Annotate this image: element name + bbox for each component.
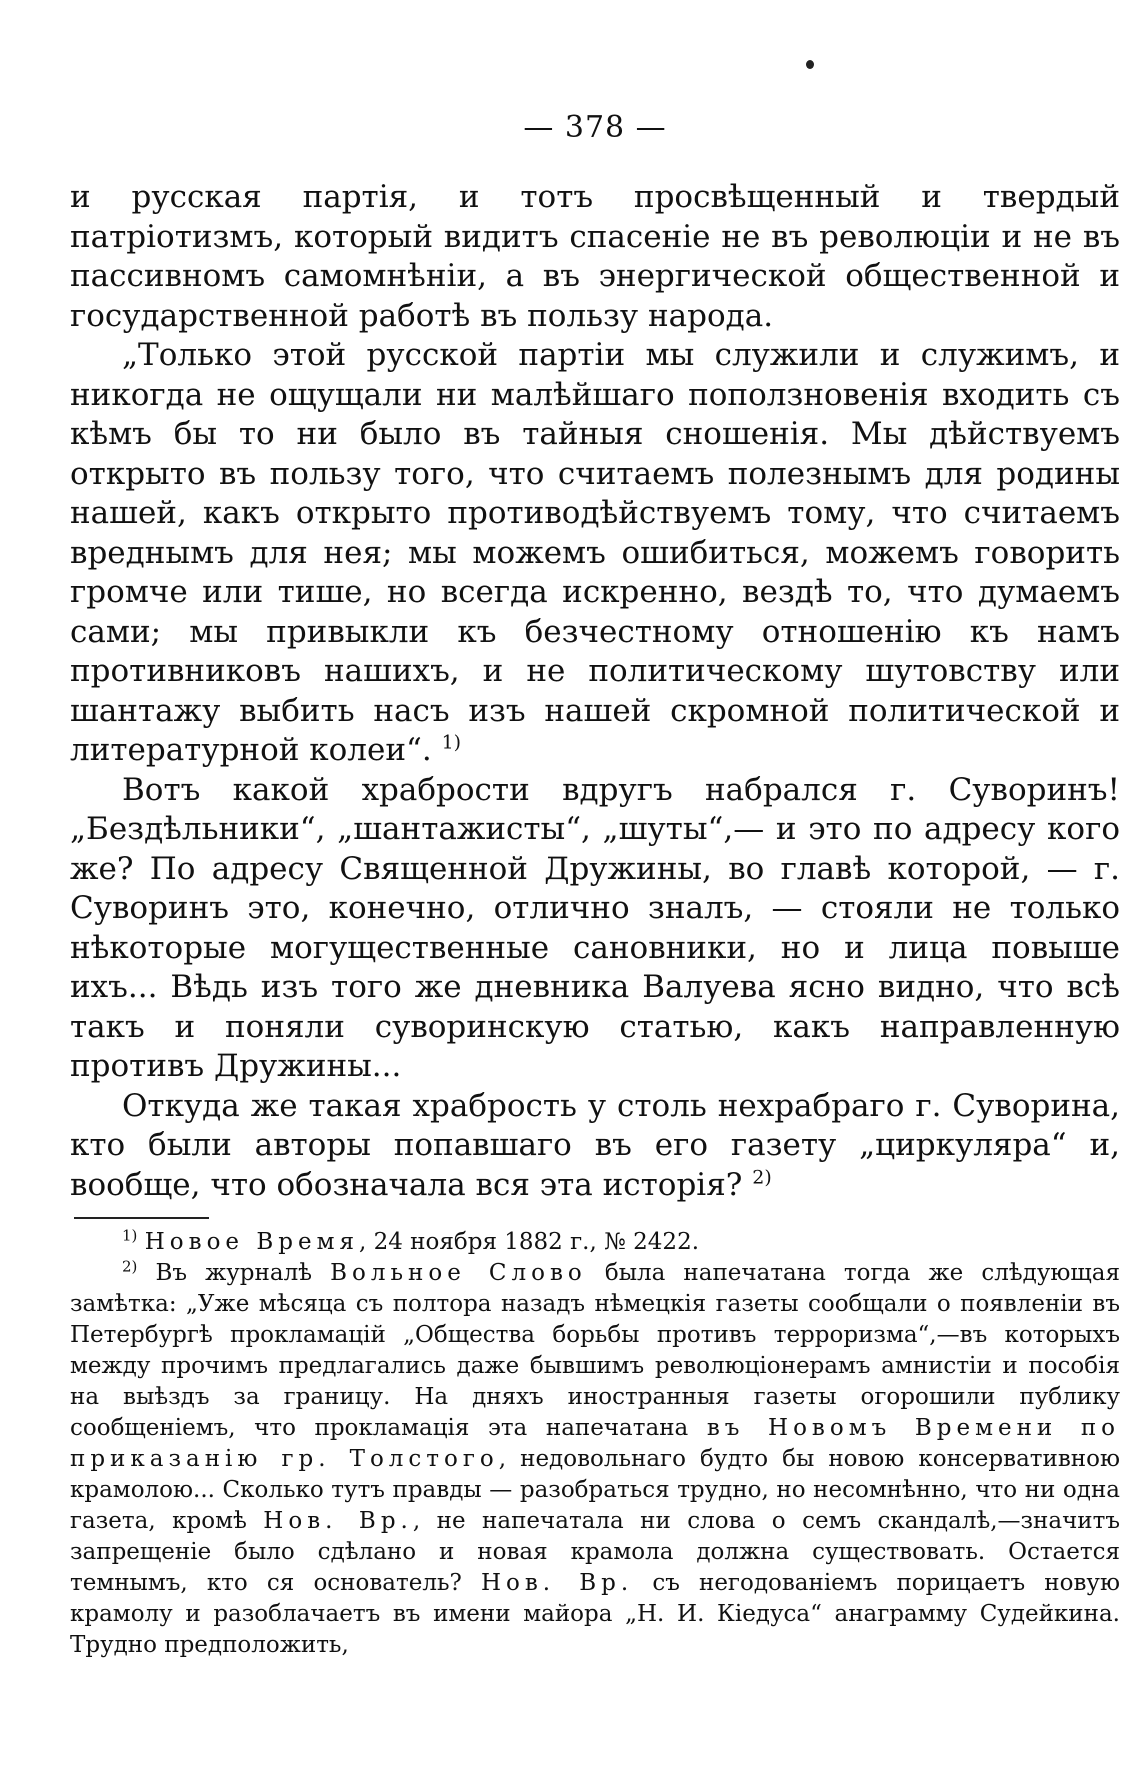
footnote-2-part-9: съ негодованіемъ порицаетъ новую крамолу и разоблачаетъ въ имени майора „Н. И. Кіедуса“ анаграмму Судейкина. Трудно предположить,: [70, 1570, 1120, 1658]
footnote-1-text: , 24 ноября 1882 г., № 2422.: [358, 1229, 700, 1255]
footnote-2-part-5: , недовольнаго будто бы новою консервативною крамолою... Сколько тутъ правды — разобраться трудно, но несомнѣнно, что ни одна газета, кромѣ: [70, 1446, 1121, 1534]
paragraph-2-text: „Только этой русской партіи мы служили и служимъ, и никогда не ощущали ни малѣйшаго поползновенія входить съ кѣмъ бы то ни было въ тайныя сношенія. Мы дѣйствуемъ открыто въ пользу того, что считаемъ полезнымъ для родины нашей, какъ открыто противодѣйствуемъ тому, что считаемъ вреднымъ для нея; мы можемъ ошибиться, можемъ говорить громче или тише, но всегда искренно, вездѣ то, что думаемъ сами; мы привыкли къ безчестному отношенію къ намъ противниковъ нашихъ, и не политическому шутовству или шантажу выбить насъ изъ нашей скромной политической и литературной колеи“.: [70, 337, 1120, 768]
footnote-1-source: Новое Время: [144, 1229, 359, 1255]
paragraph-2: [70, 336, 1120, 771]
footnote-divider: [74, 1217, 209, 1219]
paragraph-1: и русская партія, и тотъ просвѣщенный и твердый патріотизмъ, который видитъ спасеніе не въ революціи и не въ пассивномъ самомнѣніи, а въ энергической общественной и государственной работѣ въ пользу народа.: [70, 179, 1120, 334]
footnote-2-abbrev-2: Нов. Вр.: [480, 1570, 634, 1596]
paragraph-4-text: Откуда же такая храбрость у столь нехрабраго г. Суворина, кто были авторы попавшаго въ его газету „циркуляра“ и, вообще, что обозначала вся эта исторія?: [70, 1087, 1120, 1203]
footnote-2-emphasis: въ Новомъ Времени по приказанію гр. Толстого: [70, 1415, 1120, 1472]
footnote-2-part-3: была напечатана тогда же слѣдующая замѣтка: „Уже мѣсяца съ полтора назадъ нѣмецкія газеты сообщали о появленіи въ Петербургѣ прокламацій „Общества борьбы противъ терроризма“,—въ которыхъ между прочимъ предлагались даже бывшимъ революціонерамъ амнистіи и пособія на выѣздъ за границу. На дняхъ иностранныя газеты огорошили публику сообщеніемъ, что прокламація эта напечатана: [70, 1260, 1120, 1441]
ink-speck: [806, 60, 814, 69]
footnote-ref-1: 1): [441, 731, 462, 754]
footnote-2-journal: Вольное Слово: [330, 1260, 587, 1286]
footnote-2: [70, 1258, 1120, 1661]
page-number: — 378 —: [523, 110, 667, 145]
footnote-ref-2: 2): [752, 1166, 772, 1189]
footnotes: [70, 1227, 1120, 1661]
footnote-2-part-1: Въ журналѣ: [155, 1260, 331, 1286]
footnote-2-mark: 2): [122, 1257, 138, 1276]
footnote-2-abbrev-1: Нов. Вр.: [263, 1508, 413, 1534]
footnote-1: [70, 1227, 1120, 1258]
footnote-1-mark: 1): [122, 1226, 138, 1245]
paragraph-4: [70, 1087, 1120, 1206]
paragraph-3: Вотъ какой храбрости вдругъ набрался г. Суворинъ! „Бездѣльники“, „шантажисты“, „шуты“,— и это по адресу кого же? По адресу Священной Дружины, во главѣ которой, — г. Суворинъ это, конечно, отлично зналъ, — стояли не только нѣкоторые могущественные сановники, но и лица повыше ихъ... Вѣдь изъ того же дневника Валуева ясно видно, что всѣ такъ и поняли суворинскую статью, какъ направленную противъ Дружины...: [70, 771, 1120, 1084]
document-page: [70, 108, 1120, 1661]
footnote-2-part-7: , не напечатала ни слова о семъ скандалѣ,—значитъ запрещеніе было сдѣлано и новая крамола должна существовать. Остается темнымъ, кто ся основатель?: [70, 1508, 1120, 1596]
main-text: [70, 178, 1120, 1205]
